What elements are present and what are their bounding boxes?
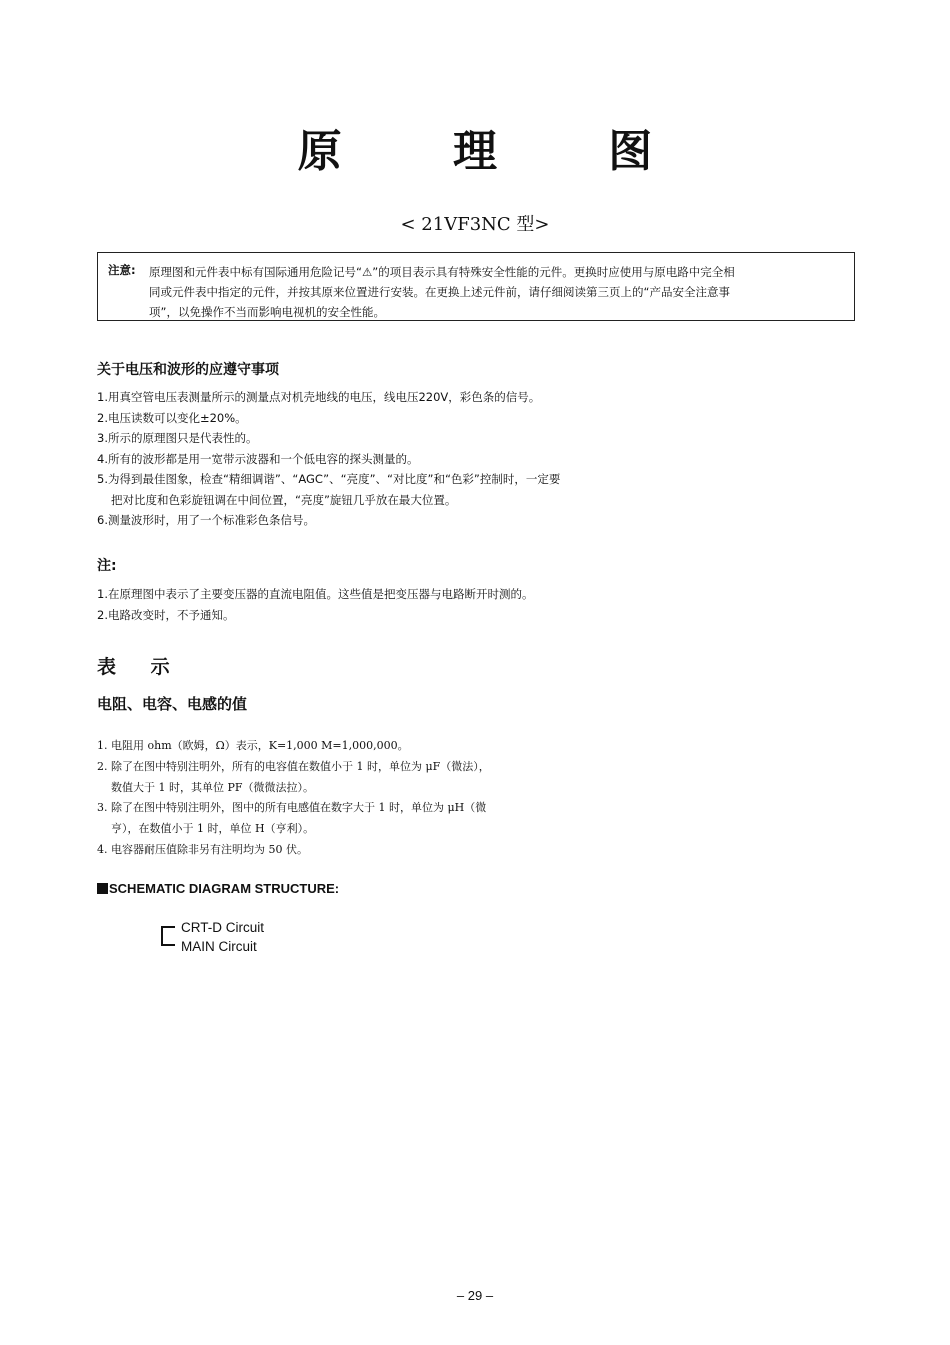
model-subtitle: < 21VF3NC 型> bbox=[400, 214, 550, 235]
page-number: – 29 – bbox=[456, 1288, 494, 1303]
page-title: 原 理 图 bbox=[297, 126, 701, 177]
voltage-item: 2.电压读数可以变化±20%。 bbox=[97, 411, 247, 425]
display-heading: 表 示 bbox=[97, 656, 184, 678]
bracket-icon bbox=[161, 926, 175, 946]
voltage-item: 6.测量波形时，用了一个标准彩色条信号。 bbox=[97, 513, 315, 527]
structure-heading-text: SCHEMATIC DIAGRAM STRUCTURE: bbox=[109, 881, 340, 896]
circuit-item-crt-d: CRT-D Circuit bbox=[181, 920, 265, 935]
voltage-section-heading: 关于电压和波形的应遵守事项 bbox=[97, 362, 279, 378]
values-item: 3. 除了在图中特别注明外，图中的所有电感值在数字大于 1 时，单位为 μH（微 bbox=[97, 801, 487, 814]
values-item-continued: 数值大于 1 时，其单位 PF（微微法拉）。 bbox=[111, 781, 315, 794]
structure-heading bbox=[97, 881, 339, 896]
note-item: 1.在原理图中表示了主要变压器的直流电阻值。这些值是把变压器与电路断开时测的。 bbox=[97, 587, 534, 601]
voltage-item: 1.用真空管电压表测量所示的测量点对机壳地线的电压，线电压220V，彩色条的信号。 bbox=[97, 390, 541, 404]
circuit-item-main: MAIN Circuit bbox=[181, 939, 257, 954]
notice-line: 同或元件表中指定的元件，并按其原来位置进行安装。在更换上述元件前，请仔细阅读第三页上的“产品安全注意事 bbox=[149, 285, 730, 299]
note-item: 2.电路改变时，不予通知。 bbox=[97, 608, 235, 622]
notice-text bbox=[149, 262, 849, 322]
values-item: 2. 除了在图中特别注明外，所有的电容值在数值小于 1 时，单位为 μF（微法）， bbox=[97, 760, 490, 773]
notice-line: 原理图和元件表中标有国际通用危险记号“⚠”的项目表示具有特殊安全性能的元件。更换时应使用与原电路中完全相 bbox=[149, 265, 735, 279]
safety-notice-box bbox=[97, 252, 855, 321]
note-section-heading: 注: bbox=[97, 558, 117, 574]
voltage-item: 4.所有的波形都是用一宽带示波器和一个低电容的探头测量的。 bbox=[97, 452, 419, 466]
notice-line: 项”，以免操作不当而影响电视机的安全性能。 bbox=[149, 305, 385, 319]
values-item-continued: 亨），在数值小于 1 时，单位 H（亨利）。 bbox=[111, 822, 315, 835]
voltage-item: 3.所示的原理图只是代表性的。 bbox=[97, 431, 258, 445]
values-section-heading: 电阻、电容、电感的值 bbox=[97, 695, 248, 713]
notice-label: 注意: bbox=[108, 263, 136, 277]
voltage-item-continued: 把对比度和色彩旋钮调在中间位置，“亮度”旋钮几乎放在最大位置。 bbox=[111, 493, 457, 507]
values-item: 4. 电容器耐压值除非另有注明均为 50 伏。 bbox=[97, 843, 308, 856]
square-bullet-icon bbox=[97, 883, 108, 894]
voltage-item: 5.为得到最佳图象，检查“精细调谐”、“AGC”、“亮度”、“对比度”和“色彩”控制时，一定要 bbox=[97, 472, 561, 486]
values-item: 1. 电阻用 ohm（欧姆，Ω）表示，K=1,000 M=1,000,000。 bbox=[97, 739, 409, 752]
